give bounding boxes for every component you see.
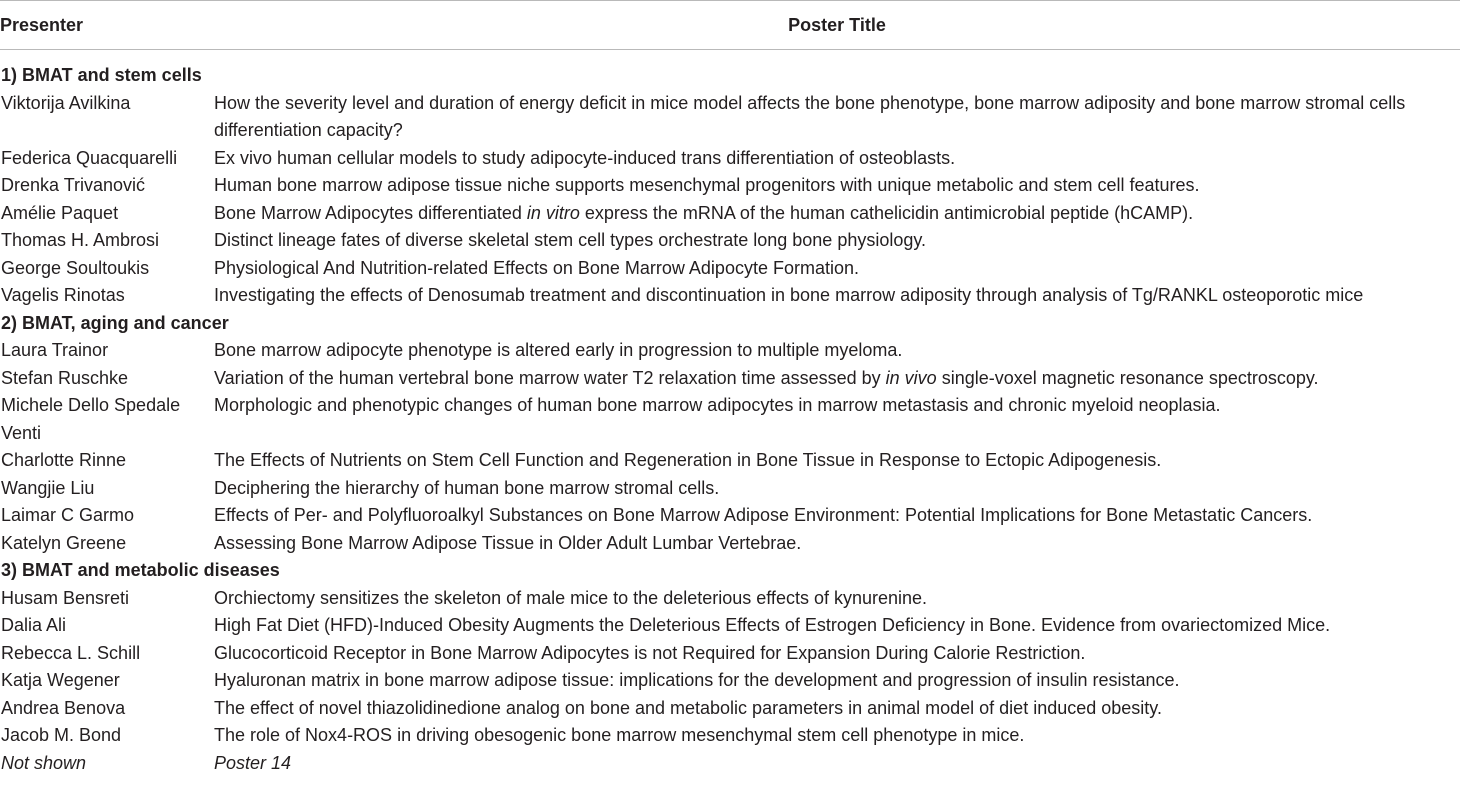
presenter-name: Laura Trainor — [1, 340, 109, 360]
poster-title-text: Variation of the human vertebral bone marrow water T2 relaxation time assessed by — [214, 367, 886, 388]
table-row — [0, 200, 1460, 228]
poster-title: Deciphering the hierarchy of human bone marrow stromal cells. — [214, 477, 720, 498]
table-row — [0, 475, 1460, 503]
poster-title: Effects of Per- and Polyfluoroalkyl Substances on Bone Marrow Adipose Environment: Potential Implications for Bone Metastatic Cancers. — [214, 505, 1313, 525]
presenter-name: Charlotte Rinne — [1, 450, 127, 470]
section-heading: 3) BMAT and metabolic diseases — [1, 560, 280, 580]
table-row — [0, 145, 1460, 173]
table-row — [0, 695, 1460, 723]
table-row — [0, 612, 1460, 640]
presenter-name: Michele Dello Spedale Venti — [1, 395, 181, 443]
table-row — [0, 640, 1460, 668]
poster-title: Orchiectomy sensitizes the skeleton of male mice to the deleterious effects of kynurenine. — [214, 587, 928, 608]
presenter-name: Laimar C Garmo — [1, 505, 135, 525]
poster-title-column-header: Poster Title — [788, 15, 886, 35]
poster-title: Hyaluronan matrix in bone marrow adipose tissue: implications for the development and progression of insulin resistance. — [214, 670, 1180, 690]
section-heading: 2) BMAT, aging and cancer — [1, 312, 229, 333]
presenter-name: Viktorija Avilkina — [1, 92, 131, 113]
poster-title: High Fat Diet (HFD)-Induced Obesity Augments the Deleterious Effects of Estrogen Deficiency in Bone. Evidence from ovariectomized Mice. — [214, 615, 1331, 635]
table-row — [0, 667, 1460, 695]
poster-title-text: express the mRNA of the human cathelicidin antimicrobial peptide (hCAMP). — [579, 202, 1194, 223]
poster-title: Bone marrow adipocyte phenotype is altered early in progression to multiple myeloma. — [214, 340, 903, 360]
poster-title — [214, 365, 1460, 393]
poster-title: The role of Nox4-ROS in driving obesogenic bone marrow mesenchymal stem cell phenotype in mice. — [214, 725, 1025, 745]
poster-title: The Effects of Nutrients on Stem Cell Function and Regeneration in Bone Tissue in Response to Ectopic Adipogenesis. — [214, 450, 1162, 470]
poster-title: Glucocorticoid Receptor in Bone Marrow Adipocytes is not Required for Expansion During Calorie Restriction. — [214, 642, 1086, 663]
presenter-name: Andrea Benova — [1, 697, 126, 718]
table-row — [0, 365, 1460, 393]
presenter-name: George Soultoukis — [1, 257, 150, 278]
presenter-name: Wangjie Liu — [1, 477, 95, 498]
table-row — [0, 337, 1460, 365]
poster-title: Ex vivo human cellular models to study adipocyte-induced trans differentiation of osteoblasts. — [214, 147, 956, 168]
table-row — [0, 282, 1460, 310]
poster-title-italic-text: in vivo — [885, 367, 937, 388]
poster-title: Assessing Bone Marrow Adipose Tissue in Older Adult Lumbar Vertebrae. — [214, 532, 802, 553]
poster-title: The effect of novel thiazolidinedione analog on bone and metabolic parameters in animal model of diet induced obesity. — [214, 697, 1162, 718]
poster-title: Distinct lineage fates of diverse skeletal stem cell types orchestrate long bone physiology. — [214, 230, 927, 250]
table-row — [0, 502, 1460, 530]
poster-title-text: single-voxel magnetic resonance spectroscopy. — [936, 367, 1319, 388]
poster-title: How the severity level and duration of energy deficit in mice model affects the bone phenotype, bone marrow adiposity and bone marrow stromal cells differentiation capacity? — [214, 92, 1406, 140]
presenter-name: Thomas H. Ambrosi — [1, 230, 160, 250]
presenter-name: Vagelis Rinotas — [1, 285, 125, 305]
presenter-name: Amélie Paquet — [1, 202, 119, 223]
table-row — [0, 530, 1460, 558]
poster-title-text: Bone Marrow Adipocytes differentiated — [214, 202, 527, 223]
poster-title: Physiological And Nutrition-related Effects on Bone Marrow Adipocyte Formation. — [214, 257, 859, 278]
presenter-name: Federica Quacquarelli — [1, 147, 178, 168]
table-row — [0, 750, 1460, 778]
presenter-name: Husam Bensreti — [1, 587, 130, 608]
poster-title: Morphologic and phenotypic changes of human bone marrow adipocytes in marrow metastasis and chronic myeloid neoplasia. — [214, 395, 1221, 415]
table-row — [0, 227, 1460, 255]
poster-title: Investigating the effects of Denosumab treatment and discontinuation in bone marrow adiposity through analysis of Tg/RANKL osteoporotic mice — [214, 285, 1364, 305]
table-row — [0, 722, 1460, 750]
poster-title — [214, 200, 1460, 228]
presenter-name: Rebecca L. Schill — [1, 642, 141, 663]
table-row — [0, 447, 1460, 475]
presenter-column-header: Presenter — [0, 15, 84, 35]
table-row — [0, 392, 1460, 447]
poster-title-italic-text: in vitro — [526, 202, 580, 223]
table-row — [0, 90, 1460, 145]
table-row — [0, 172, 1460, 200]
poster-title: Poster 14 — [214, 752, 292, 773]
table-body — [0, 50, 1460, 777]
poster-title: Human bone marrow adipose tissue niche supports mesenchymal progenitors with unique metabolic and stem cell features. — [214, 175, 1200, 195]
presenter-name: Katelyn Greene — [1, 532, 127, 553]
presenter-name: Drenka Trivanović — [1, 175, 146, 195]
presenter-name: Jacob M. Bond — [1, 725, 122, 745]
presenter-name: Katja Wegener — [1, 670, 120, 690]
table-row — [0, 255, 1460, 283]
presenter-name: Dalia Ali — [1, 615, 67, 635]
presenter-name: Not shown — [1, 752, 87, 773]
table-header — [0, 0, 1460, 50]
table-row — [0, 585, 1460, 613]
presenter-name: Stefan Ruschke — [1, 367, 129, 388]
section-heading: 1) BMAT and stem cells — [1, 65, 202, 85]
